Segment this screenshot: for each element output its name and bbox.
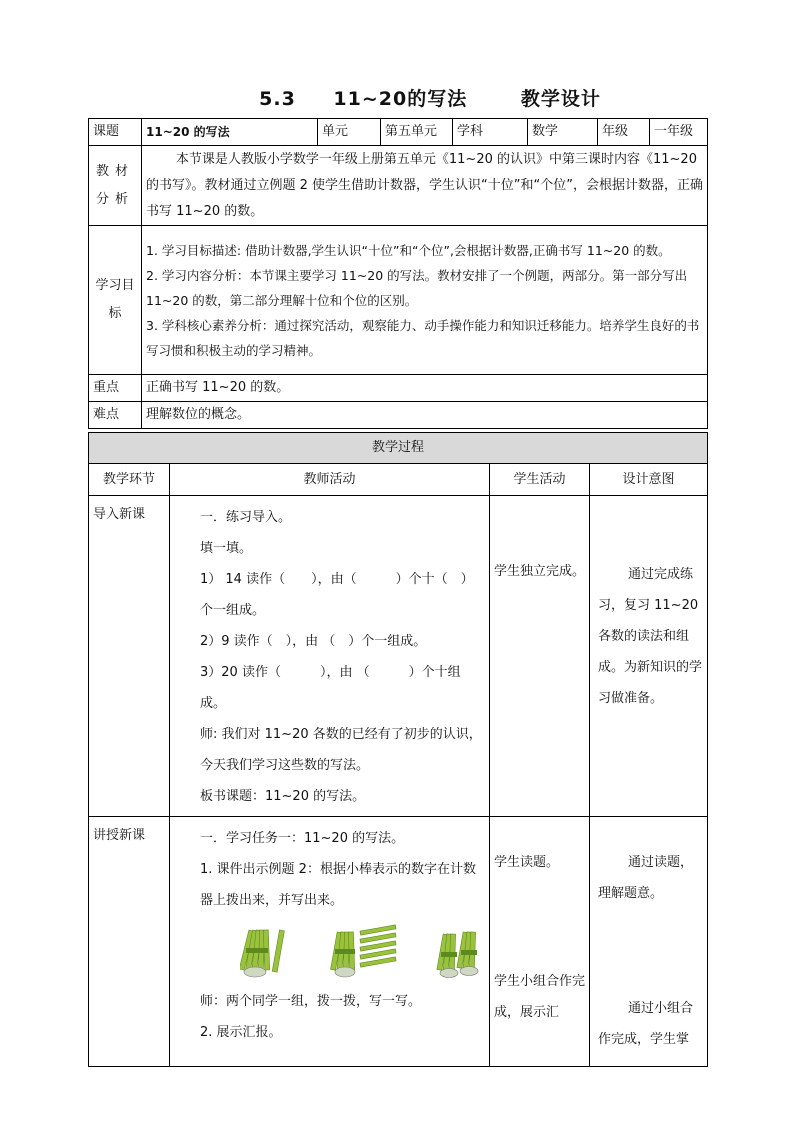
sticks-image bbox=[240, 922, 500, 984]
process-header: 教学过程 bbox=[89, 433, 708, 464]
analysis-text bbox=[142, 146, 708, 226]
subject-value: 数学 bbox=[528, 119, 598, 146]
analysis-label: 教材分析 bbox=[89, 146, 142, 226]
stick-bundle-icon bbox=[240, 930, 284, 977]
goal-item: 2. 学习内容分析：本节课主要学习 11~20 的写法。教材安排了一个例题，两部分。第一部分写出 11~20 的数，第二部分理解十位和个位的区别。 bbox=[146, 267, 688, 308]
teacher-line: 1） 14 读作（ ），由（ ）个十（ ）个一组成。 bbox=[200, 572, 474, 618]
column-header: 教学环节 bbox=[89, 464, 170, 496]
teacher-line: 2. 展示汇报。 bbox=[200, 1025, 282, 1040]
difficulty-text: 理解数位的概念。 bbox=[142, 402, 708, 429]
design-intent bbox=[590, 496, 708, 817]
teacher-line: 板书课题：11~20 的写法。 bbox=[200, 789, 366, 804]
student-line: 学生读题。 bbox=[494, 855, 560, 870]
stage-cell: 导入新课 bbox=[89, 496, 170, 817]
topic-value: 11~20 的写法 bbox=[142, 119, 318, 146]
goals-label: 学习目标 bbox=[89, 226, 142, 375]
teacher-activity bbox=[170, 496, 490, 817]
grade-value: 一年级 bbox=[650, 119, 708, 146]
teacher-line: 一．练习导入。 bbox=[200, 510, 292, 525]
intent-text: 通过小组合作完成，学生掌 bbox=[598, 1001, 694, 1047]
title-number: 5.3 bbox=[259, 88, 296, 110]
teacher-line: 1. 课件出示例题 2：根据小棒表示的数字在计数器上拨出来，并写出来。 bbox=[200, 862, 476, 908]
column-header: 学生活动 bbox=[490, 464, 590, 496]
teacher-line: 一．学习任务一：11~20 的写法。 bbox=[200, 831, 405, 846]
info-table bbox=[88, 118, 708, 429]
unit-label: 单元 bbox=[318, 119, 381, 146]
goal-item: 1. 学习目标描述: 借助计数器,学生认识“十位”和“个位”,会根据计数器,正确书写 11~20 的数。 bbox=[146, 242, 671, 258]
intent-text: 通过完成练习，复习 11~20 各数的读法和组成。为新知识的学习做准备。 bbox=[598, 567, 703, 706]
intent-text: 通过读题，理解题意。 bbox=[598, 855, 694, 901]
teacher-line: 填一填。 bbox=[200, 541, 253, 556]
design-intent bbox=[590, 817, 708, 1067]
key-point-text: 正确书写 11~20 的数。 bbox=[142, 375, 708, 402]
sticks-illustration bbox=[200, 916, 485, 986]
student-line: 学生小组合作完成，展示汇 bbox=[494, 974, 586, 1020]
goals-text bbox=[142, 226, 708, 375]
subject-label: 学科 bbox=[453, 119, 528, 146]
teacher-line: 2）9 读作（ ），由 （ ）个一组成。 bbox=[200, 634, 427, 649]
teacher-line: 师：两个同学一组，拨一拨，写一写。 bbox=[200, 994, 422, 1009]
stage-cell: 讲授新课 bbox=[89, 817, 170, 1067]
process-table bbox=[88, 432, 708, 1067]
teacher-line: 3）20 读作（ ），由 （ ）个十组成。 bbox=[200, 665, 461, 711]
title-topic: 11~20的写法 bbox=[333, 88, 468, 110]
topic-label: 课题 bbox=[89, 119, 142, 146]
unit-value: 第五单元 bbox=[381, 119, 453, 146]
column-header: 教师活动 bbox=[170, 464, 490, 496]
title-kind: 教学设计 bbox=[520, 88, 601, 110]
student-activity bbox=[490, 817, 590, 1067]
goal-item: 3. 学科核心素养分析：通过探究活动，观察能力、动手操作能力和知识迁移能力。培养学生良好的书写习惯和积极主动的学习精神。 bbox=[146, 317, 700, 358]
teacher-line: 师: 我们对 11~20 各数的已经有了初步的认识，今天我们学习这些数的写法。 bbox=[200, 727, 482, 773]
stick-bundle-icon bbox=[437, 932, 478, 978]
difficulty-label: 难点 bbox=[89, 402, 142, 429]
grade-label: 年级 bbox=[598, 119, 650, 146]
document-title bbox=[0, 84, 794, 111]
analysis-paragraph: 本节课是人教版小学数学一年级上册第五单元《11~20 的认识》中第三课时内容《11~20 的书写》。教材通过立例题 2 使学生借助计数器，学生认识“十位”和“个位”，会根据计数器，正确书写 11~20 的数。 bbox=[146, 151, 703, 219]
student-activity: 学生独立完成。 bbox=[490, 496, 590, 817]
stick-bundle-icon bbox=[331, 925, 397, 977]
key-point-label: 重点 bbox=[89, 375, 142, 402]
column-header: 设计意图 bbox=[590, 464, 708, 496]
teacher-activity bbox=[170, 817, 490, 1067]
